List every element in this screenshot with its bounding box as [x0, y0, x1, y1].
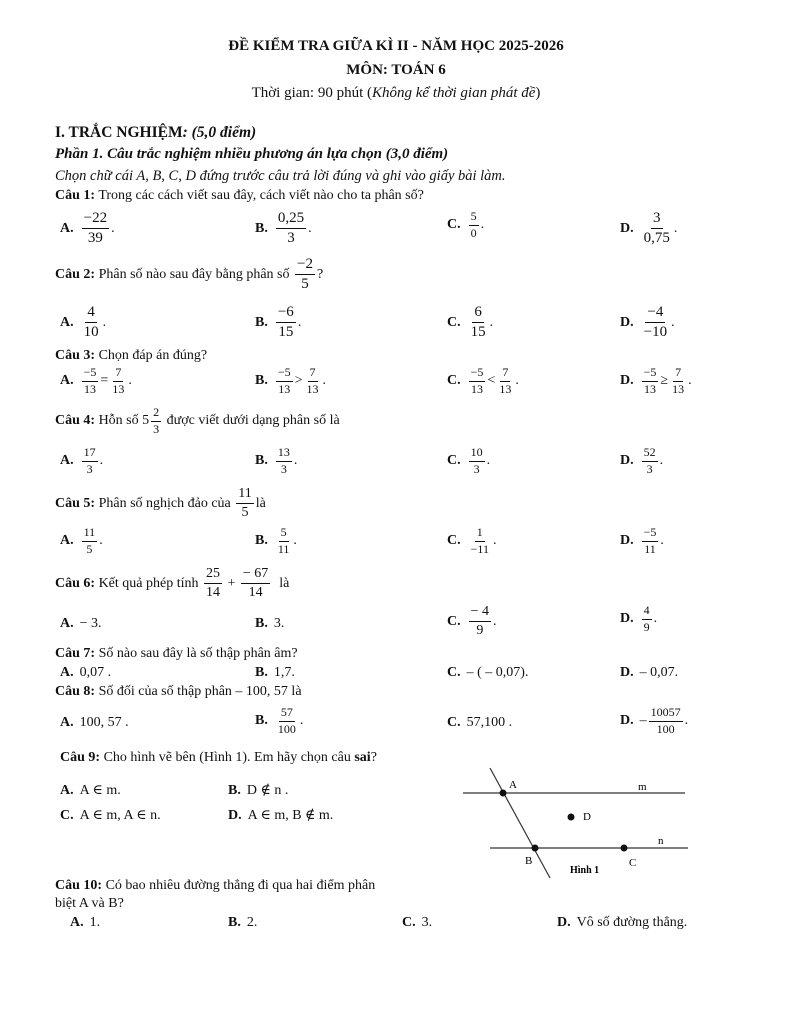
q1-option-b[interactable]: [255, 210, 312, 248]
option-letter: D.: [620, 453, 634, 469]
punct: .: [673, 220, 678, 236]
question-label: Câu 5:: [55, 495, 96, 511]
option-letter: B.: [255, 373, 268, 389]
numerator: 5: [469, 210, 479, 226]
option-letter: D.: [620, 611, 634, 627]
denominator: 39: [87, 230, 103, 247]
question-label: Câu 2:: [55, 266, 96, 282]
punct: .: [293, 533, 297, 549]
emphasis-word: sai: [354, 750, 371, 765]
q10-option-c[interactable]: [402, 915, 432, 931]
option-letter: D.: [620, 713, 634, 729]
denominator: 9: [643, 619, 650, 634]
numerator: 4: [85, 304, 97, 323]
operator: +: [227, 575, 236, 591]
punct: .: [489, 314, 494, 330]
question-9: [60, 750, 377, 766]
numerator: −4: [645, 304, 665, 323]
numerator: −5: [82, 366, 99, 382]
q1-option-c[interactable]: [447, 210, 484, 241]
question-text: Phân số nghịch đảo của: [98, 495, 231, 511]
numerator: 7: [113, 366, 123, 382]
option-value: 0,07 .: [79, 665, 112, 680]
numerator: − 67: [241, 566, 270, 584]
punct: .: [297, 314, 302, 330]
q3-option-d[interactable]: [620, 366, 692, 397]
numerator: 10057: [649, 706, 683, 722]
denominator: 11: [277, 541, 290, 556]
label-m: m: [638, 781, 647, 793]
mixed-whole: 5: [142, 413, 150, 429]
question-label: Câu 9:: [60, 750, 101, 765]
q5-option-a[interactable]: [60, 526, 103, 557]
question-label: Câu 4:: [55, 413, 96, 429]
q8-option-b[interactable]: [255, 706, 303, 737]
question-6: [55, 566, 289, 601]
q3-option-b[interactable]: [255, 366, 326, 397]
numerator: 7: [500, 366, 510, 382]
option-letter: A.: [60, 533, 74, 549]
denominator: 13: [644, 381, 657, 396]
option-letter: B.: [255, 616, 268, 631]
denominator: 13: [84, 381, 97, 396]
question-8: [55, 684, 302, 700]
option-letter: A.: [60, 453, 74, 469]
option-letter: B.: [255, 665, 268, 680]
q2-option-d[interactable]: [620, 304, 675, 342]
question-text: Số nào sau đây là số thập phân âm?: [98, 646, 298, 661]
q9-option-d[interactable]: [228, 808, 333, 824]
q7-option-d[interactable]: [620, 665, 678, 681]
punct: .: [671, 314, 675, 330]
option-letter: D.: [620, 665, 634, 680]
numerator: 7: [673, 366, 683, 382]
punct: .: [128, 373, 132, 389]
option-letter: A.: [60, 783, 74, 798]
option-value: A ∈ m.: [79, 783, 121, 798]
numerator: − 4: [469, 604, 491, 622]
q6-option-d[interactable]: [620, 604, 657, 635]
numerator: −6: [276, 304, 296, 323]
numerator: −5: [276, 366, 293, 382]
question-text: Có bao nhiêu đường thẳng đi qua hai điểm phân: [105, 878, 376, 893]
numerator: 10: [469, 446, 485, 462]
numerator: 11: [236, 486, 253, 504]
punct: .: [99, 533, 103, 549]
option-value: 1,7.: [273, 665, 295, 680]
numerator: 2: [151, 406, 161, 422]
punct: .: [515, 373, 519, 389]
punct: .: [660, 533, 664, 549]
q9-option-a[interactable]: [60, 783, 121, 799]
label-c: C: [629, 857, 637, 869]
q8-option-c[interactable]: [447, 715, 512, 731]
denominator: 11: [644, 541, 656, 556]
option-letter: C.: [447, 665, 461, 680]
denominator: 3: [86, 461, 93, 476]
option-value: 3.: [273, 616, 285, 631]
question-label: Câu 1:: [55, 188, 96, 203]
denominator: 13: [499, 381, 512, 396]
minus-sign: –: [639, 713, 647, 729]
punct: .: [111, 220, 115, 236]
q1-option-a[interactable]: [60, 210, 115, 248]
option-letter: C.: [60, 808, 74, 823]
punct: .: [308, 220, 312, 236]
option-value: – ( – 0,07).: [466, 665, 529, 680]
part-title: Phần 1. Câu trắc nghiệm nhiều phương án lựa chọn (3,0 điểm): [55, 146, 449, 162]
exam-title: ĐỀ KIỂM TRA GIỮA KÌ II - NĂM HỌC 2025-2026: [228, 38, 564, 54]
option-letter: C.: [447, 533, 461, 549]
question-text: Cho hình vẽ bên (Hình 1). Em hãy chọn câu: [103, 750, 351, 765]
q6-option-c[interactable]: [447, 604, 497, 639]
punct: .: [492, 533, 497, 549]
question-label: Câu 7:: [55, 646, 96, 661]
option-letter: A.: [60, 616, 74, 631]
numerator: −2: [295, 256, 315, 275]
q10-option-a[interactable]: [70, 915, 100, 931]
option-letter: D.: [557, 915, 571, 930]
denominator: 0,75: [643, 230, 670, 247]
option-letter: D.: [620, 373, 634, 389]
option-letter: C.: [402, 915, 416, 930]
question-3: [55, 348, 207, 364]
denominator: 3: [153, 421, 160, 436]
question-text: là: [255, 495, 266, 511]
label-a: A: [509, 779, 517, 791]
punct: ?: [370, 750, 377, 765]
instruction: Chọn chữ cái A, B, C, D đứng trước câu trả lời đúng và ghi vào giấy bài làm.: [55, 168, 506, 184]
option-letter: C.: [447, 613, 461, 629]
option-value: D ∉ n .: [246, 783, 289, 798]
denominator: 15: [470, 324, 486, 341]
numerator: 6: [472, 304, 484, 323]
option-value: 3.: [421, 915, 433, 930]
time-suffix: ): [535, 85, 541, 101]
punct: .: [299, 713, 304, 729]
question-10-line2: biệt A và B?: [55, 896, 124, 911]
option-letter: A.: [60, 715, 74, 730]
q9-option-c[interactable]: [60, 808, 161, 824]
option-letter: A.: [60, 665, 74, 680]
denominator: −11: [470, 541, 489, 556]
punct: .: [102, 314, 107, 330]
question-2: [55, 256, 323, 294]
question-1: [55, 188, 424, 204]
option-letter: D.: [620, 220, 634, 236]
q10-option-b[interactable]: [228, 915, 257, 931]
denominator: 3: [473, 461, 480, 476]
figure-caption: Hình 1: [570, 865, 600, 876]
denominator: 10: [83, 324, 99, 341]
option-value: 57,100 .: [466, 715, 513, 730]
denominator: 5: [241, 505, 249, 521]
point-a: [500, 790, 507, 797]
option-value: 1.: [89, 915, 101, 930]
numerator: 25: [204, 566, 222, 584]
operator: ≥: [660, 373, 669, 389]
denominator: 13: [306, 381, 319, 396]
time-note: Không kể thời gian phát đề: [372, 85, 536, 101]
question-text: Kết quả phép tính: [98, 575, 199, 591]
option-letter: B.: [255, 220, 268, 236]
q3-option-a[interactable]: [60, 366, 132, 397]
option-letter: C.: [447, 453, 461, 469]
denominator: 5: [301, 276, 309, 293]
option-letter: C.: [447, 715, 461, 730]
question-text: Số đối của số thập phân – 100, 57 là: [98, 684, 302, 699]
q5-option-d[interactable]: [620, 526, 664, 557]
option-value: A ∈ m, A ∈ n.: [79, 808, 161, 823]
q7-option-b[interactable]: [255, 665, 295, 681]
q10-option-d[interactable]: [557, 915, 687, 931]
option-value: 2.: [246, 915, 258, 930]
numerator: 52: [642, 446, 658, 462]
point-d: [568, 814, 575, 821]
denominator: 3: [646, 461, 653, 476]
question-7: [55, 646, 298, 662]
numerator: 57: [279, 706, 295, 722]
q4-option-a[interactable]: [60, 446, 103, 477]
question-text: Chọn đáp án đúng?: [98, 348, 208, 363]
q3-option-c[interactable]: [447, 366, 519, 397]
q5-option-b[interactable]: [255, 526, 297, 557]
punct: .: [653, 611, 658, 627]
q4-option-d[interactable]: [620, 446, 663, 477]
question-4: [55, 406, 340, 437]
denominator: 13: [672, 381, 685, 396]
punct: .: [322, 373, 327, 389]
numerator: 5: [279, 526, 289, 542]
denominator: 13: [112, 381, 125, 396]
question-label: Câu 3:: [55, 348, 96, 363]
exam-subject: MÔN: TOÁN 6: [346, 62, 446, 78]
numerator: −5: [642, 526, 659, 542]
option-letter: A.: [60, 220, 74, 236]
numerator: −5: [469, 366, 486, 382]
denominator: 9: [476, 623, 484, 639]
option-value: A ∈ m, B ∉ m.: [247, 808, 334, 823]
operator: >: [294, 373, 303, 389]
option-letter: B.: [255, 453, 268, 469]
question-text: Trong các cách viết sau đây, cách viết nào cho ta phân số?: [98, 188, 424, 203]
q8-option-a[interactable]: [60, 715, 129, 731]
numerator: −22: [82, 210, 109, 229]
q1-option-d[interactable]: [620, 210, 677, 248]
operator: <: [487, 373, 496, 389]
denominator: 0: [470, 225, 477, 240]
exam-time: [0, 85, 792, 102]
numerator: 13: [276, 446, 292, 462]
punct: .: [486, 453, 491, 469]
point-b: [532, 845, 539, 852]
q7-option-a[interactable]: [60, 665, 111, 681]
q4-option-b[interactable]: [255, 446, 297, 477]
label-d: D: [583, 811, 591, 823]
question-text: là: [279, 575, 290, 591]
denominator: 5: [86, 541, 93, 556]
q2-option-a[interactable]: [60, 304, 106, 342]
q2-option-c[interactable]: [447, 304, 493, 342]
question-text: Hỗn số: [98, 413, 139, 429]
numerator: 7: [308, 366, 318, 382]
denominator: 3: [287, 230, 295, 247]
point-c: [621, 845, 628, 852]
q7-option-c[interactable]: [447, 665, 528, 681]
denominator: 100: [277, 721, 296, 736]
q4-option-c[interactable]: [447, 446, 490, 477]
option-letter: A.: [60, 373, 74, 389]
option-letter: D.: [620, 533, 634, 549]
denominator: 13: [471, 381, 484, 396]
section-title: [55, 124, 256, 142]
q6-option-a[interactable]: [60, 616, 102, 632]
denominator: 3: [280, 461, 287, 476]
figure-hinh-1: [455, 760, 695, 885]
q2-option-b[interactable]: [255, 304, 301, 342]
option-letter: B.: [228, 915, 241, 930]
option-letter: C.: [447, 373, 461, 389]
denominator: 14: [248, 585, 263, 601]
denominator: 15: [278, 324, 294, 341]
numerator: 3: [651, 210, 663, 229]
option-letter: A.: [60, 314, 74, 330]
label-b: B: [525, 855, 533, 867]
transversal-line: [490, 768, 550, 878]
option-value: – 0,07.: [639, 665, 679, 680]
question-10: [55, 878, 375, 894]
question-label: Câu 6:: [55, 575, 96, 591]
punct: ?: [316, 266, 324, 282]
punct: .: [480, 217, 485, 233]
denominator: 14: [205, 585, 220, 601]
question-label: Câu 8:: [55, 684, 96, 699]
punct: .: [684, 713, 689, 729]
punct: .: [493, 613, 497, 629]
question-label: Câu 10:: [55, 878, 103, 893]
numerator: 4: [642, 604, 652, 620]
option-value: 100, 57 .: [79, 715, 129, 730]
punct: .: [99, 453, 104, 469]
option-value: Vô số đường thẳng.: [576, 915, 688, 930]
numerator: 17: [82, 446, 98, 462]
section-heading: I. TRẮC NGHIỆM: [55, 124, 183, 141]
punct: .: [293, 453, 298, 469]
denominator: −10: [643, 324, 668, 341]
numerator: 11: [82, 526, 98, 542]
denominator: 13: [278, 381, 291, 396]
question-text: được viết dưới dạng phân số là: [166, 413, 340, 429]
numerator: −5: [642, 366, 659, 382]
option-value: − 3.: [79, 616, 102, 631]
numerator: 1: [475, 526, 485, 542]
punct: .: [659, 453, 664, 469]
punct: .: [688, 373, 692, 389]
option-letter: D.: [228, 808, 242, 823]
question-5: [55, 486, 266, 521]
q9-option-b[interactable]: [228, 783, 288, 799]
option-letter: B.: [255, 713, 268, 729]
option-letter: C.: [447, 217, 461, 233]
q6-option-b[interactable]: [255, 616, 284, 632]
label-n: n: [658, 835, 664, 847]
numerator: 0,25: [276, 210, 306, 229]
question-text: Phân số nào sau đây bằng phân số: [98, 266, 290, 282]
denominator: 100: [656, 721, 675, 736]
option-letter: B.: [255, 533, 268, 549]
section-points: : (5,0 điểm): [182, 124, 257, 141]
time-text: Thời gian: 90 phút (: [251, 85, 372, 101]
option-letter: A.: [70, 915, 84, 930]
q8-option-d[interactable]: [620, 706, 688, 737]
option-letter: C.: [447, 314, 461, 330]
option-letter: B.: [255, 314, 268, 330]
operator: =: [100, 373, 109, 389]
option-letter: B.: [228, 783, 241, 798]
option-letter: D.: [620, 314, 634, 330]
q5-option-c[interactable]: [447, 526, 496, 557]
